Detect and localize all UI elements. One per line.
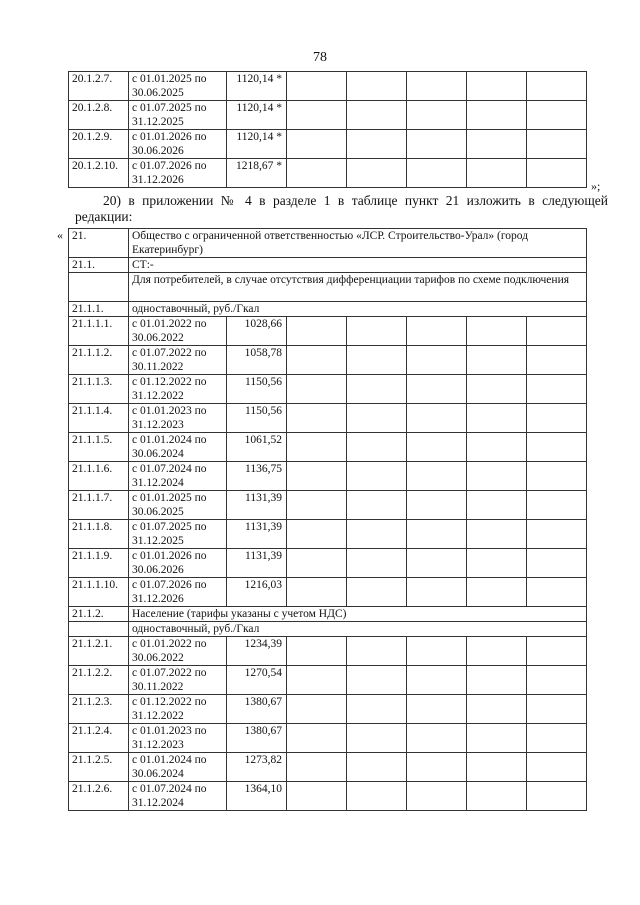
period-from: с 01.01.2025 по <box>132 492 207 504</box>
empty-cell <box>69 273 129 302</box>
period-to: 31.12.2023 <box>132 419 184 431</box>
empty-cell <box>407 549 467 578</box>
empty-cell <box>467 72 527 101</box>
period-to: 31.12.2026 <box>132 174 184 186</box>
empty-cell <box>287 404 347 433</box>
period-from: с 01.07.2025 по <box>132 521 207 533</box>
population-section-label: Население (тарифы указаны с учетом НДС) <box>129 607 587 622</box>
empty-cell <box>287 101 347 130</box>
period-from: с 01.07.2025 по <box>132 102 207 114</box>
row-period <box>129 695 227 724</box>
row-price: 1364,10 <box>227 782 287 811</box>
empty-cell <box>287 130 347 159</box>
empty-cell <box>407 491 467 520</box>
table-row <box>69 72 587 101</box>
period-to: 30.11.2022 <box>132 361 184 373</box>
row-number: 20.1.2.10. <box>69 159 129 188</box>
row-period <box>129 637 227 666</box>
amendment-item-text: 20) в приложении № 4 в разделе 1 в таблице пункт 21 изложить в следующей редакции: <box>75 193 608 224</box>
empty-cell <box>287 520 347 549</box>
row-period <box>129 666 227 695</box>
tariff-table-section-21 <box>68 228 587 811</box>
empty-cell <box>287 317 347 346</box>
empty-cell <box>347 578 407 607</box>
empty-cell <box>347 724 407 753</box>
table-row <box>69 317 587 346</box>
empty-cell <box>287 346 347 375</box>
period-to: 30.06.2024 <box>132 448 184 460</box>
row-period <box>129 491 227 520</box>
empty-cell <box>407 130 467 159</box>
empty-cell <box>527 724 587 753</box>
row-number: 21.1.1.9. <box>69 549 129 578</box>
empty-cell <box>467 404 527 433</box>
row-period <box>129 346 227 375</box>
empty-cell <box>347 666 407 695</box>
empty-cell <box>527 130 587 159</box>
row-number: 21.1.2.4. <box>69 724 129 753</box>
empty-cell <box>347 782 407 811</box>
row-period <box>129 72 227 101</box>
row-price: 1131,39 <box>227 520 287 549</box>
table-row <box>69 375 587 404</box>
table-row <box>69 549 587 578</box>
empty-cell <box>287 637 347 666</box>
row-number: 21.1.1.8. <box>69 520 129 549</box>
row-number: 21.1.1.6. <box>69 462 129 491</box>
period-from: с 01.12.2022 по <box>132 376 207 388</box>
empty-cell <box>527 549 587 578</box>
empty-cell <box>347 695 407 724</box>
row-price: 1380,67 <box>227 695 287 724</box>
row-period <box>129 433 227 462</box>
empty-cell <box>527 72 587 101</box>
row-period <box>129 462 227 491</box>
row-price: 1136,75 <box>227 462 287 491</box>
period-from: с 01.07.2026 по <box>132 160 207 172</box>
empty-cell <box>467 130 527 159</box>
period-from: с 01.12.2022 по <box>132 696 207 708</box>
row-period <box>129 159 227 188</box>
opening-quote: « <box>57 228 63 242</box>
empty-cell <box>527 462 587 491</box>
empty-cell <box>287 666 347 695</box>
row-price: 1218,67 * <box>227 159 287 188</box>
table-row <box>69 724 587 753</box>
row-period <box>129 549 227 578</box>
empty-cell <box>527 346 587 375</box>
empty-cell <box>407 520 467 549</box>
row-period <box>129 375 227 404</box>
empty-cell <box>347 130 407 159</box>
row-number: 21.1.2.3. <box>69 695 129 724</box>
table-row <box>69 130 587 159</box>
table-row <box>69 753 587 782</box>
empty-cell <box>407 462 467 491</box>
empty-cell <box>347 637 407 666</box>
period-from: с 01.07.2024 по <box>132 783 207 795</box>
empty-cell <box>527 666 587 695</box>
empty-cell <box>407 637 467 666</box>
period-from: с 01.01.2024 по <box>132 434 207 446</box>
empty-cell <box>69 622 129 637</box>
period-from: с 01.01.2022 по <box>132 638 207 650</box>
period-from: с 01.01.2022 по <box>132 318 207 330</box>
empty-cell <box>527 101 587 130</box>
empty-cell <box>347 753 407 782</box>
empty-cell <box>467 549 527 578</box>
empty-cell <box>347 346 407 375</box>
empty-cell <box>407 753 467 782</box>
period-from: с 01.01.2026 по <box>132 550 207 562</box>
row-price: 1150,56 <box>227 404 287 433</box>
empty-cell <box>407 159 467 188</box>
period-to: 31.12.2024 <box>132 477 184 489</box>
empty-cell <box>527 433 587 462</box>
tariff-table-continuation <box>68 71 587 188</box>
period-to: 31.12.2026 <box>132 593 184 605</box>
period-from: с 01.07.2026 по <box>132 579 207 591</box>
empty-cell <box>407 375 467 404</box>
row-price: 1028,66 <box>227 317 287 346</box>
empty-cell <box>467 433 527 462</box>
row-number: 21.1.1.7. <box>69 491 129 520</box>
table-row <box>69 666 587 695</box>
empty-cell <box>287 578 347 607</box>
period-to: 30.06.2022 <box>132 332 184 344</box>
period-to: 30.06.2026 <box>132 145 184 157</box>
row-price: 1216,03 <box>227 578 287 607</box>
row-period <box>129 130 227 159</box>
row-price: 1120,14 * <box>227 101 287 130</box>
table-row <box>69 462 587 491</box>
empty-cell <box>287 72 347 101</box>
empty-cell <box>287 549 347 578</box>
row-price: 1058,78 <box>227 346 287 375</box>
empty-cell <box>287 491 347 520</box>
empty-cell <box>347 433 407 462</box>
table-row <box>69 433 587 462</box>
empty-cell <box>467 666 527 695</box>
row-number: 21.1.2.6. <box>69 782 129 811</box>
period-to: 31.12.2025 <box>132 535 184 547</box>
empty-cell <box>347 462 407 491</box>
empty-cell <box>287 462 347 491</box>
empty-cell <box>347 375 407 404</box>
row-number: 20.1.2.8. <box>69 101 129 130</box>
row-price: 1131,39 <box>227 549 287 578</box>
empty-cell <box>347 101 407 130</box>
row-price: 1380,67 <box>227 724 287 753</box>
empty-cell <box>407 72 467 101</box>
empty-cell <box>347 72 407 101</box>
empty-cell <box>527 404 587 433</box>
empty-cell <box>467 346 527 375</box>
period-to: 31.12.2025 <box>132 116 184 128</box>
empty-cell <box>407 433 467 462</box>
row-period <box>129 782 227 811</box>
consumers-label: Для потребителей, в случае отсутствия дифференциации тарифов по схеме подключения <box>129 273 587 302</box>
empty-cell <box>287 724 347 753</box>
row-period <box>129 520 227 549</box>
empty-cell <box>467 724 527 753</box>
row-number: 21.1.2.5. <box>69 753 129 782</box>
row-period <box>129 404 227 433</box>
empty-cell <box>347 317 407 346</box>
population-rate-label: одноставочный, руб./Гкал <box>129 622 587 637</box>
table-row <box>69 782 587 811</box>
row-period <box>129 101 227 130</box>
empty-cell <box>407 724 467 753</box>
row-period <box>129 724 227 753</box>
empty-cell <box>467 695 527 724</box>
row-number: 21.1.1.5. <box>69 433 129 462</box>
period-from: с 01.01.2024 по <box>132 754 207 766</box>
row-price: 1273,82 <box>227 753 287 782</box>
empty-cell <box>407 404 467 433</box>
period-from: с 01.07.2022 по <box>132 347 207 359</box>
row-price: 1150,56 <box>227 375 287 404</box>
empty-cell <box>467 491 527 520</box>
closing-quote: »; <box>591 179 601 193</box>
empty-cell <box>527 695 587 724</box>
row-number: 20.1.2.9. <box>69 130 129 159</box>
table-row <box>69 491 587 520</box>
empty-cell <box>527 317 587 346</box>
period-to: 30.06.2026 <box>132 564 184 576</box>
row-number: 21.1.1.10. <box>69 578 129 607</box>
row-price: 1234,39 <box>227 637 287 666</box>
empty-cell <box>467 782 527 811</box>
empty-cell <box>527 578 587 607</box>
row-number: 20.1.2.7. <box>69 72 129 101</box>
period-to: 31.12.2024 <box>132 797 184 809</box>
empty-cell <box>527 637 587 666</box>
population-section-number: 21.1.2. <box>69 607 129 622</box>
empty-cell <box>407 695 467 724</box>
rate-section-number: 21.1.1. <box>69 302 129 317</box>
row-number: 21.1.1.3. <box>69 375 129 404</box>
empty-cell <box>407 782 467 811</box>
empty-cell <box>347 520 407 549</box>
row-period <box>129 578 227 607</box>
empty-cell <box>467 375 527 404</box>
row-number: 21.1.2.1. <box>69 637 129 666</box>
empty-cell <box>467 753 527 782</box>
row-price: 1061,52 <box>227 433 287 462</box>
empty-cell <box>467 578 527 607</box>
empty-cell <box>527 782 587 811</box>
row-price: 1120,14 * <box>227 130 287 159</box>
period-to: 31.12.2022 <box>132 710 184 722</box>
empty-cell <box>407 317 467 346</box>
org-number: 21. <box>69 229 129 258</box>
empty-cell <box>407 101 467 130</box>
row-number: 21.1.2.2. <box>69 666 129 695</box>
table-row <box>69 520 587 549</box>
period-from: с 01.01.2025 по <box>132 73 207 85</box>
table-row <box>69 637 587 666</box>
period-from: с 01.07.2024 по <box>132 463 207 475</box>
empty-cell <box>347 404 407 433</box>
table-row <box>69 101 587 130</box>
empty-cell <box>407 666 467 695</box>
period-to: 30.11.2022 <box>132 681 184 693</box>
system-number: 21.1. <box>69 258 129 273</box>
empty-cell <box>347 159 407 188</box>
row-price: 1131,39 <box>227 491 287 520</box>
row-number: 21.1.1.4. <box>69 404 129 433</box>
period-to: 30.06.2022 <box>132 652 184 664</box>
empty-cell <box>467 317 527 346</box>
row-price: 1270,54 <box>227 666 287 695</box>
row-number: 21.1.1.2. <box>69 346 129 375</box>
table-row <box>69 695 587 724</box>
row-period <box>129 317 227 346</box>
row-period <box>129 753 227 782</box>
table-row <box>69 404 587 433</box>
period-to: 31.12.2022 <box>132 390 184 402</box>
empty-cell <box>527 520 587 549</box>
row-price: 1120,14 * <box>227 72 287 101</box>
empty-cell <box>287 782 347 811</box>
period-from: с 01.01.2026 по <box>132 131 207 143</box>
empty-cell <box>287 695 347 724</box>
empty-cell <box>527 753 587 782</box>
empty-cell <box>467 462 527 491</box>
period-from: с 01.01.2023 по <box>132 725 207 737</box>
empty-cell <box>467 637 527 666</box>
row-number: 21.1.1.1. <box>69 317 129 346</box>
empty-cell <box>287 753 347 782</box>
empty-cell <box>287 433 347 462</box>
empty-cell <box>407 346 467 375</box>
period-to: 30.06.2025 <box>132 87 184 99</box>
empty-cell <box>527 375 587 404</box>
empty-cell <box>347 549 407 578</box>
page-number: 78 <box>313 50 327 65</box>
empty-cell <box>287 375 347 404</box>
period-to: 30.06.2024 <box>132 768 184 780</box>
empty-cell <box>467 159 527 188</box>
period-from: с 01.07.2022 по <box>132 667 207 679</box>
rate-section-label: одноставочный, руб./Гкал <box>129 302 587 317</box>
period-from: с 01.01.2023 по <box>132 405 207 417</box>
empty-cell <box>287 159 347 188</box>
empty-cell <box>527 159 587 188</box>
empty-cell <box>467 520 527 549</box>
empty-cell <box>527 491 587 520</box>
empty-cell <box>467 101 527 130</box>
period-to: 30.06.2025 <box>132 506 184 518</box>
table-row <box>69 578 587 607</box>
system-label: СТ:- <box>129 258 587 273</box>
table-row <box>69 159 587 188</box>
empty-cell <box>407 578 467 607</box>
table-row <box>69 346 587 375</box>
empty-cell <box>347 491 407 520</box>
org-name: Общество с ограниченной ответственностью «ЛСР. Строительство-Урал» (город Екатеринбург) <box>129 229 587 258</box>
period-to: 31.12.2023 <box>132 739 184 751</box>
